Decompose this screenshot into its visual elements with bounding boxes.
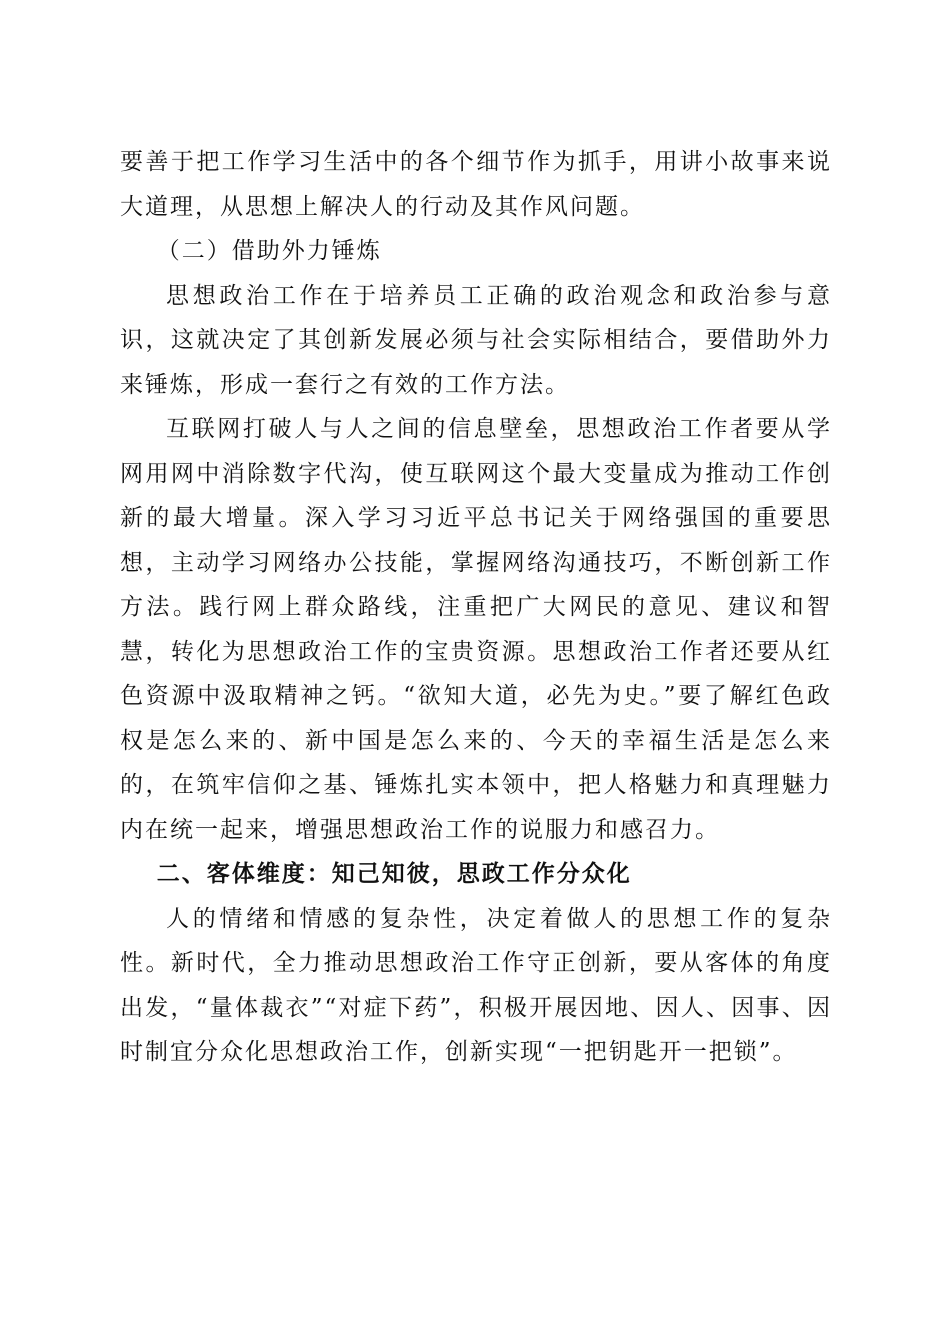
paragraph-continued: 要善于把工作学习生活中的各个细节作为抓手，用讲小故事来说大道理，从思想上解决人的行动及其作风问题。 — [120, 149, 832, 220]
paragraph: 人的情绪和情感的复杂性，决定着做人的思想工作的复杂性。新时代，全力推动思想政治工作守正创新，要从客体的角度出发，“量体裁衣”“对症下药”，积极开展因地、因人、因事、因时制宜分众化思想政治工作，创新实现“一把钥匙开一把锁”。 — [120, 905, 832, 1065]
document-body — [120, 140, 832, 1075]
section-heading: 二、客体维度：知己知彼，思政工作分众化 — [156, 861, 632, 887]
paragraph: 互联网打破人与人之间的信息壁垒，思想政治工作者要从学网用网中消除数字代沟，使互联网这个最大变量成为推动工作创新的最大增量。深入学习习近平总书记关于网络强国的重要思想，主动学习网络办公技能，掌握网络沟通技巧，不断创新工作方法。践行网上群众路线，注重把广大网民的意见、建议和智慧，转化为思想政治工作的宝贵资源。思想政治工作者还要从红色资源中汲取精神之钙。“欲知大道，必先为史。”要了解红色政权是怎么来的、新中国是怎么来的、今天的幸福生活是怎么来的，在筑牢信仰之基、锤炼扎实本领中，把人格魅力和真理魅力内在统一起来，增强思想政治工作的说服力和感召力。 — [120, 416, 832, 843]
subheading: （二）借助外力锤炼 — [156, 238, 382, 264]
paragraph: 思想政治工作在于培养员工正确的政治观念和政治参与意识，这就决定了其创新发展必须与社会实际相结合，要借助外力来锤炼，形成一套行之有效的工作方法。 — [120, 282, 832, 398]
